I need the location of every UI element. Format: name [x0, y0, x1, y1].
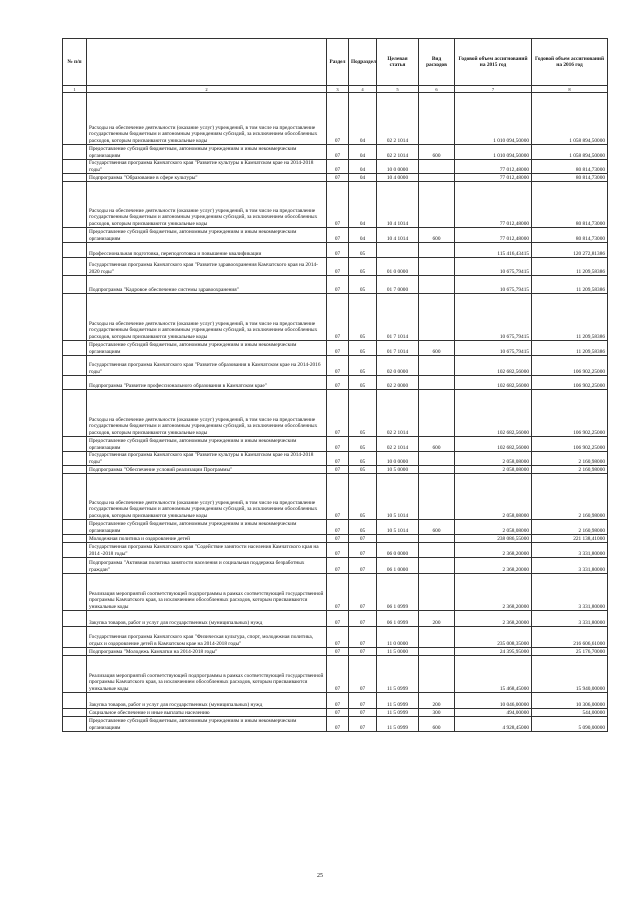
- table-row: [63, 611, 608, 627]
- cell-sum-2015: 4 928,45000: [455, 717, 532, 732]
- table-row: [63, 356, 608, 376]
- cell-csr: 11 5 0000: [377, 648, 419, 656]
- cell-podrazdel: 07: [349, 656, 377, 693]
- cell-num: [63, 356, 87, 376]
- cell-sum-2016: 106 902,25000: [532, 356, 608, 376]
- cell-razdel: 07: [327, 558, 349, 574]
- cell-vr: [419, 474, 455, 520]
- cell-num: [63, 390, 87, 437]
- cell-sum-2016: 3 331,80000: [532, 543, 608, 558]
- cell-num: [63, 294, 87, 341]
- cell-podrazdel: 05: [349, 341, 377, 356]
- cell-razdel: 07: [327, 611, 349, 627]
- cell-sum-2016: 2 160,98000: [532, 466, 608, 474]
- cell-csr: 01 7 1014: [377, 294, 419, 341]
- cell-csr: 02 2 1014: [377, 390, 419, 437]
- table-row: [63, 520, 608, 535]
- cell-name: Подпрограмма "Образование в сфере культуры": [87, 174, 327, 182]
- cell-sum-2016: 5 090,00000: [532, 717, 608, 732]
- cell-csr: 11 0 0000: [377, 627, 419, 648]
- header-num: № п/п: [63, 39, 87, 86]
- cell-razdel: 07: [327, 356, 349, 376]
- cell-num: [63, 341, 87, 356]
- column-number: 3: [327, 86, 349, 93]
- cell-num: [63, 182, 87, 228]
- cell-name: Предоставление субсидий бюджетным, автономным учреждениям и иным некоммерческим организациям: [87, 717, 327, 732]
- cell-csr: 06 1 0999: [377, 574, 419, 611]
- table-header-row: [63, 39, 608, 86]
- cell-name: Предоставление субсидий бюджетным, автономным учреждениям и иным некоммерческим организациям: [87, 145, 327, 160]
- cell-sum-2016: 11 209,58386: [532, 258, 608, 276]
- page-number: 25: [317, 873, 323, 879]
- cell-sum-2015: 77 012,48000: [455, 182, 532, 228]
- cell-sum-2016: 1 058 894,50000: [532, 93, 608, 145]
- cell-sum-2016: 10 306,00000: [532, 693, 608, 709]
- cell-sum-2016: 106 902,25000: [532, 376, 608, 390]
- cell-csr: 02 0 0000: [377, 356, 419, 376]
- cell-vr: [419, 466, 455, 474]
- cell-sum-2015: 238 086,55000: [455, 535, 532, 543]
- cell-name: Закупка товаров, работ и услуг для государственных (муниципальных) нужд: [87, 693, 327, 709]
- cell-vr: [419, 93, 455, 145]
- header-vr: Вид расходов: [419, 39, 455, 86]
- cell-sum-2015: 1 010 094,50000: [455, 145, 532, 160]
- cell-razdel: 07: [327, 174, 349, 182]
- cell-num: [63, 376, 87, 390]
- cell-sum-2015: 2 368,20000: [455, 611, 532, 627]
- cell-sum-2015: 2 368,20000: [455, 574, 532, 611]
- cell-num: [63, 574, 87, 611]
- cell-podrazdel: 05: [349, 276, 377, 294]
- cell-csr: 02 2 0000: [377, 376, 419, 390]
- cell-vr: [419, 648, 455, 656]
- cell-name: Государственная программа Камчатского края "Содействие занятости населения Камчатского края на 2014 -2018 годы": [87, 543, 327, 558]
- cell-sum-2015: 494,00000: [455, 709, 532, 717]
- table-row: [63, 228, 608, 243]
- cell-name: Подпрограмма "Кадровое обеспечение системы здравоохранения": [87, 276, 327, 294]
- cell-name: Профессиональная подготовка, переподготовка и повышение квалификации: [87, 243, 327, 258]
- cell-csr: 02 2 1014: [377, 437, 419, 452]
- cell-sum-2015: 10 046,00000: [455, 693, 532, 709]
- cell-vr: [419, 627, 455, 648]
- cell-vr: 300: [419, 709, 455, 717]
- column-number: 7: [455, 86, 532, 93]
- cell-razdel: 07: [327, 145, 349, 160]
- cell-vr: [419, 376, 455, 390]
- cell-csr: 06 0 0000: [377, 543, 419, 558]
- cell-podrazdel: 04: [349, 174, 377, 182]
- cell-vr: 600: [419, 145, 455, 160]
- header-sum-2016: Годовой объем ассигнований на 2016 год: [532, 39, 608, 86]
- cell-name: Государственная программа Камчатского края "Развитие культуры в Камчатском крае на 2014-2018 годы": [87, 160, 327, 174]
- cell-name: Предоставление субсидий бюджетным, автономным учреждениям и иным некоммерческим организациям: [87, 341, 327, 356]
- header-csr: Целевая статья: [377, 39, 419, 86]
- cell-name: Предоставление субсидий бюджетным, автономным учреждениям и иным некоммерческим организациям: [87, 437, 327, 452]
- cell-sum-2015: 15 468,45000: [455, 656, 532, 693]
- cell-sum-2016: 2 160,98000: [532, 520, 608, 535]
- cell-num: [63, 627, 87, 648]
- table-row: [63, 656, 608, 693]
- cell-sum-2015: 10 675,79415: [455, 341, 532, 356]
- cell-name: Расходы на обеспечение деятельности (оказание услуг) учреждений, в том числе на предоставление государственным бюджетным и автономным учреждениям субсидий, за исключением обособленных расходов, которым присваиваются уникальные коды: [87, 390, 327, 437]
- cell-sum-2016: 1 058 894,50000: [532, 145, 608, 160]
- cell-vr: 600: [419, 717, 455, 732]
- cell-num: [63, 543, 87, 558]
- cell-name: Подпрограмма "Молодежь Камчатки на 2014-2018 годы": [87, 648, 327, 656]
- cell-name: Закупка товаров, работ и услуг для государственных (муниципальных) нужд: [87, 611, 327, 627]
- cell-vr: [419, 258, 455, 276]
- cell-podrazdel: 07: [349, 648, 377, 656]
- cell-vr: [419, 276, 455, 294]
- cell-num: [63, 656, 87, 693]
- budget-table-sheet: [62, 38, 607, 732]
- cell-vr: [419, 174, 455, 182]
- cell-razdel: 07: [327, 520, 349, 535]
- cell-razdel: 07: [327, 243, 349, 258]
- cell-sum-2015: 102 682,56000: [455, 356, 532, 376]
- table-row: [63, 648, 608, 656]
- cell-csr: 10 4 0000: [377, 174, 419, 182]
- cell-sum-2015: 77 012,48000: [455, 160, 532, 174]
- cell-num: [63, 520, 87, 535]
- cell-razdel: 07: [327, 228, 349, 243]
- cell-name: Государственная программа Камчатского края "Развитие здравоохранения Камчатского края на 2014-2020 годы": [87, 258, 327, 276]
- cell-num: [63, 437, 87, 452]
- cell-podrazdel: 07: [349, 693, 377, 709]
- table-row: [63, 93, 608, 145]
- cell-name: Расходы на обеспечение деятельности (оказание услуг) учреждений, в том числе на предоставление государственным бюджетным и автономным учреждениям субсидий, за исключением обособленных расходов, которым присваиваются уникальные коды: [87, 182, 327, 228]
- cell-num: [63, 174, 87, 182]
- cell-name: Расходы на обеспечение деятельности (оказание услуг) учреждений, в том числе на предоставление государственным бюджетным и автономным учреждениям субсидий, за исключением обособленных расходов, которым присваиваются уникальные коды: [87, 294, 327, 341]
- cell-num: [63, 535, 87, 543]
- cell-name: Расходы на обеспечение деятельности (оказание услуг) учреждений, в том числе на предоставление государственным бюджетным и автономным учреждениям субсидий, за исключением обособленных расходов, которым присваиваются уникальные коды: [87, 474, 327, 520]
- cell-csr: 11 5 0999: [377, 709, 419, 717]
- table-row: [63, 627, 608, 648]
- budget-table: [62, 38, 608, 732]
- column-number: 4: [349, 86, 377, 93]
- table-row: [63, 341, 608, 356]
- cell-podrazdel: 05: [349, 258, 377, 276]
- cell-vr: [419, 452, 455, 466]
- cell-csr: 10 0 0000: [377, 452, 419, 466]
- cell-razdel: 07: [327, 452, 349, 466]
- cell-vr: [419, 390, 455, 437]
- table-row: [63, 717, 608, 732]
- cell-name: Государственная программа Камчатского края "Физическая культура, спорт, молодежная политика, отдых и оздоровление детей в Камчатском крае на 2014-2018 годы": [87, 627, 327, 648]
- cell-razdel: 07: [327, 390, 349, 437]
- table-row: [63, 543, 608, 558]
- cell-num: [63, 558, 87, 574]
- cell-csr: 11 5 0999: [377, 656, 419, 693]
- cell-podrazdel: 07: [349, 543, 377, 558]
- cell-sum-2015: 24 395,95000: [455, 648, 532, 656]
- cell-podrazdel: 04: [349, 93, 377, 145]
- cell-name: Государственная программа Камчатского края "Развитие образования в Камчатском крае на 2014-2016 годы": [87, 356, 327, 376]
- header-sum-2015: Годовой объем ассигнований на 2015 год: [455, 39, 532, 86]
- cell-razdel: 07: [327, 294, 349, 341]
- cell-csr: 01 7 1014: [377, 341, 419, 356]
- cell-sum-2015: 2 368,20000: [455, 558, 532, 574]
- cell-podrazdel: 05: [349, 466, 377, 474]
- cell-sum-2015: 102 682,56000: [455, 376, 532, 390]
- cell-name: Подпрограмма "Развитие профессионального образования в Камчатском крае": [87, 376, 327, 390]
- cell-csr: 01 0 0000: [377, 258, 419, 276]
- cell-vr: [419, 356, 455, 376]
- cell-sum-2015: 115 416,43415: [455, 243, 532, 258]
- cell-vr: [419, 182, 455, 228]
- cell-podrazdel: 04: [349, 182, 377, 228]
- cell-name: Реализация мероприятий соответствующей подпрограммы в рамках соответствующей государственной программы Камчатского края, за исключением обособленных расходов, которым присваиваются уникальные коды: [87, 656, 327, 693]
- cell-razdel: 07: [327, 709, 349, 717]
- cell-sum-2016: 80 814,73000: [532, 174, 608, 182]
- cell-razdel: 07: [327, 258, 349, 276]
- cell-csr: 10 5 0000: [377, 466, 419, 474]
- table-row: [63, 574, 608, 611]
- table-row: [63, 276, 608, 294]
- table-row: [63, 174, 608, 182]
- cell-sum-2016: 80 814,73000: [532, 160, 608, 174]
- cell-razdel: 07: [327, 160, 349, 174]
- column-number: 8: [532, 86, 608, 93]
- cell-sum-2016: 544,00000: [532, 709, 608, 717]
- cell-sum-2015: 2 058,08000: [455, 520, 532, 535]
- table-row: [63, 160, 608, 174]
- cell-num: [63, 466, 87, 474]
- cell-sum-2015: 235 008,35000: [455, 627, 532, 648]
- cell-podrazdel: 05: [349, 356, 377, 376]
- cell-csr: 10 5 1014: [377, 520, 419, 535]
- column-number-row: [63, 86, 608, 93]
- cell-podrazdel: 05: [349, 452, 377, 466]
- column-number: 2: [87, 86, 327, 93]
- cell-razdel: 07: [327, 182, 349, 228]
- cell-podrazdel: 07: [349, 535, 377, 543]
- table-row: [63, 294, 608, 341]
- cell-sum-2016: 3 331,80000: [532, 558, 608, 574]
- cell-num: [63, 709, 87, 717]
- cell-sum-2016: 216 606,61000: [532, 627, 608, 648]
- cell-sum-2016: 11 209,58386: [532, 294, 608, 341]
- cell-razdel: 07: [327, 656, 349, 693]
- cell-razdel: 07: [327, 341, 349, 356]
- table-row: [63, 258, 608, 276]
- cell-sum-2016: 80 814,73000: [532, 228, 608, 243]
- cell-podrazdel: 04: [349, 228, 377, 243]
- cell-num: [63, 228, 87, 243]
- cell-name: Предоставление субсидий бюджетным, автономным учреждениям и иным некоммерческим организациям: [87, 228, 327, 243]
- cell-sum-2016: 15 940,00000: [532, 656, 608, 693]
- cell-csr: [377, 535, 419, 543]
- cell-sum-2015: 102 682,56000: [455, 437, 532, 452]
- cell-name: Государственная программа Камчатского края "Развитие культуры в Камчатском крае на 2014-2018 годы": [87, 452, 327, 466]
- cell-razdel: 07: [327, 376, 349, 390]
- cell-vr: 600: [419, 520, 455, 535]
- cell-podrazdel: 05: [349, 243, 377, 258]
- cell-sum-2016: 2 160,98000: [532, 474, 608, 520]
- cell-podrazdel: 05: [349, 390, 377, 437]
- cell-num: [63, 474, 87, 520]
- table-row: [63, 693, 608, 709]
- cell-razdel: 07: [327, 574, 349, 611]
- column-number: 5: [377, 86, 419, 93]
- cell-sum-2015: 102 682,56000: [455, 390, 532, 437]
- cell-vr: [419, 656, 455, 693]
- cell-vr: [419, 243, 455, 258]
- cell-vr: 600: [419, 437, 455, 452]
- cell-sum-2015: 10 675,79415: [455, 258, 532, 276]
- cell-podrazdel: 07: [349, 709, 377, 717]
- cell-num: [63, 452, 87, 466]
- cell-name: Реализация мероприятий соответствующей подпрограммы в рамках соответствующей государственной программы Камчатского края, за исключением обособленных расходов, которым присваиваются уникальные коды: [87, 574, 327, 611]
- cell-razdel: 07: [327, 627, 349, 648]
- cell-csr: 10 0 0000: [377, 160, 419, 174]
- cell-vr: [419, 558, 455, 574]
- cell-name: Подпрограмма "Активная политика занятости населения и социальная поддержка безработных граждан": [87, 558, 327, 574]
- cell-sum-2016: 106 902,25000: [532, 437, 608, 452]
- cell-name: Молодежная политика и оздоровление детей: [87, 535, 327, 543]
- table-row: [63, 182, 608, 228]
- cell-sum-2015: 1 010 094,50000: [455, 93, 532, 145]
- table-body: [63, 93, 608, 732]
- cell-podrazdel: 07: [349, 717, 377, 732]
- table-row: [63, 390, 608, 437]
- cell-razdel: 07: [327, 535, 349, 543]
- cell-sum-2016: 80 814,73000: [532, 182, 608, 228]
- cell-razdel: 07: [327, 648, 349, 656]
- cell-name: Предоставление субсидий бюджетным, автономным учреждениям и иным некоммерческим организациям: [87, 520, 327, 535]
- column-number: 6: [419, 86, 455, 93]
- table-row: [63, 558, 608, 574]
- table-row: [63, 474, 608, 520]
- cell-razdel: 07: [327, 466, 349, 474]
- table-row: [63, 466, 608, 474]
- table-row: [63, 437, 608, 452]
- cell-razdel: 07: [327, 474, 349, 520]
- cell-sum-2016: 106 902,25000: [532, 390, 608, 437]
- cell-sum-2015: 2 058,08000: [455, 474, 532, 520]
- cell-podrazdel: 05: [349, 520, 377, 535]
- cell-vr: [419, 294, 455, 341]
- table-row: [63, 145, 608, 160]
- cell-num: [63, 145, 87, 160]
- cell-sum-2015: 2 368,20000: [455, 543, 532, 558]
- cell-csr: 11 5 0999: [377, 717, 419, 732]
- cell-csr: 06 1 0000: [377, 558, 419, 574]
- cell-podrazdel: 07: [349, 627, 377, 648]
- cell-razdel: 07: [327, 437, 349, 452]
- cell-podrazdel: 04: [349, 160, 377, 174]
- cell-razdel: 07: [327, 543, 349, 558]
- cell-sum-2016: 221 138,41000: [532, 535, 608, 543]
- cell-vr: [419, 574, 455, 611]
- cell-razdel: 07: [327, 276, 349, 294]
- cell-podrazdel: 05: [349, 474, 377, 520]
- header-razdel: Раздел: [327, 39, 349, 86]
- cell-podrazdel: 04: [349, 145, 377, 160]
- cell-num: [63, 276, 87, 294]
- cell-podrazdel: 05: [349, 376, 377, 390]
- cell-sum-2016: 120 272,81386: [532, 243, 608, 258]
- cell-sum-2016: 2 160,98000: [532, 452, 608, 466]
- cell-num: [63, 93, 87, 145]
- cell-vr: 200: [419, 693, 455, 709]
- cell-csr: 01 7 0000: [377, 276, 419, 294]
- cell-vr: 600: [419, 228, 455, 243]
- cell-csr: 06 1 0999: [377, 611, 419, 627]
- cell-sum-2015: 77 012,48000: [455, 174, 532, 182]
- cell-csr: 10 4 1014: [377, 182, 419, 228]
- cell-num: [63, 693, 87, 709]
- cell-sum-2015: 2 058,08000: [455, 466, 532, 474]
- cell-podrazdel: 05: [349, 437, 377, 452]
- cell-podrazdel: 07: [349, 611, 377, 627]
- table-row: [63, 709, 608, 717]
- cell-num: [63, 611, 87, 627]
- cell-sum-2015: 77 012,48000: [455, 228, 532, 243]
- header-name: [87, 39, 327, 86]
- cell-sum-2016: 11 209,58386: [532, 341, 608, 356]
- cell-num: [63, 160, 87, 174]
- cell-vr: 600: [419, 341, 455, 356]
- cell-csr: [377, 243, 419, 258]
- table-row: [63, 535, 608, 543]
- cell-csr: 10 4 1014: [377, 228, 419, 243]
- cell-num: [63, 243, 87, 258]
- cell-csr: 11 5 0999: [377, 693, 419, 709]
- cell-vr: [419, 535, 455, 543]
- cell-sum-2016: 11 209,58386: [532, 276, 608, 294]
- cell-sum-2016: 3 331,80000: [532, 611, 608, 627]
- cell-sum-2016: 25 176,70000: [532, 648, 608, 656]
- cell-csr: 02 2 1014: [377, 93, 419, 145]
- cell-podrazdel: 07: [349, 558, 377, 574]
- cell-num: [63, 717, 87, 732]
- table-row: [63, 243, 608, 258]
- column-number: 1: [63, 86, 87, 93]
- cell-podrazdel: 05: [349, 294, 377, 341]
- cell-sum-2015: 2 058,08000: [455, 452, 532, 466]
- cell-name: Расходы на обеспечение деятельности (оказание услуг) учреждений, в том числе на предоставление государственным бюджетным и автономным учреждениям субсидий, за исключением обособленных расходов, которым присваиваются уникальные коды: [87, 93, 327, 145]
- cell-razdel: 07: [327, 93, 349, 145]
- cell-sum-2015: 10 675,79415: [455, 276, 532, 294]
- cell-vr: 200: [419, 611, 455, 627]
- cell-csr: 02 2 1014: [377, 145, 419, 160]
- cell-razdel: 07: [327, 693, 349, 709]
- cell-name: Социальное обеспечение и иные выплаты населению: [87, 709, 327, 717]
- header-podrazdel: Подраздел: [349, 39, 377, 86]
- cell-podrazdel: 07: [349, 574, 377, 611]
- cell-vr: [419, 543, 455, 558]
- cell-vr: [419, 160, 455, 174]
- cell-sum-2016: 3 331,80000: [532, 574, 608, 611]
- cell-num: [63, 258, 87, 276]
- cell-name: Подпрограмма "Обеспечение условий реализации Программы": [87, 466, 327, 474]
- cell-num: [63, 648, 87, 656]
- table-row: [63, 376, 608, 390]
- cell-sum-2015: 10 675,79415: [455, 294, 532, 341]
- cell-razdel: 07: [327, 717, 349, 732]
- cell-csr: 10 5 1014: [377, 474, 419, 520]
- table-row: [63, 452, 608, 466]
